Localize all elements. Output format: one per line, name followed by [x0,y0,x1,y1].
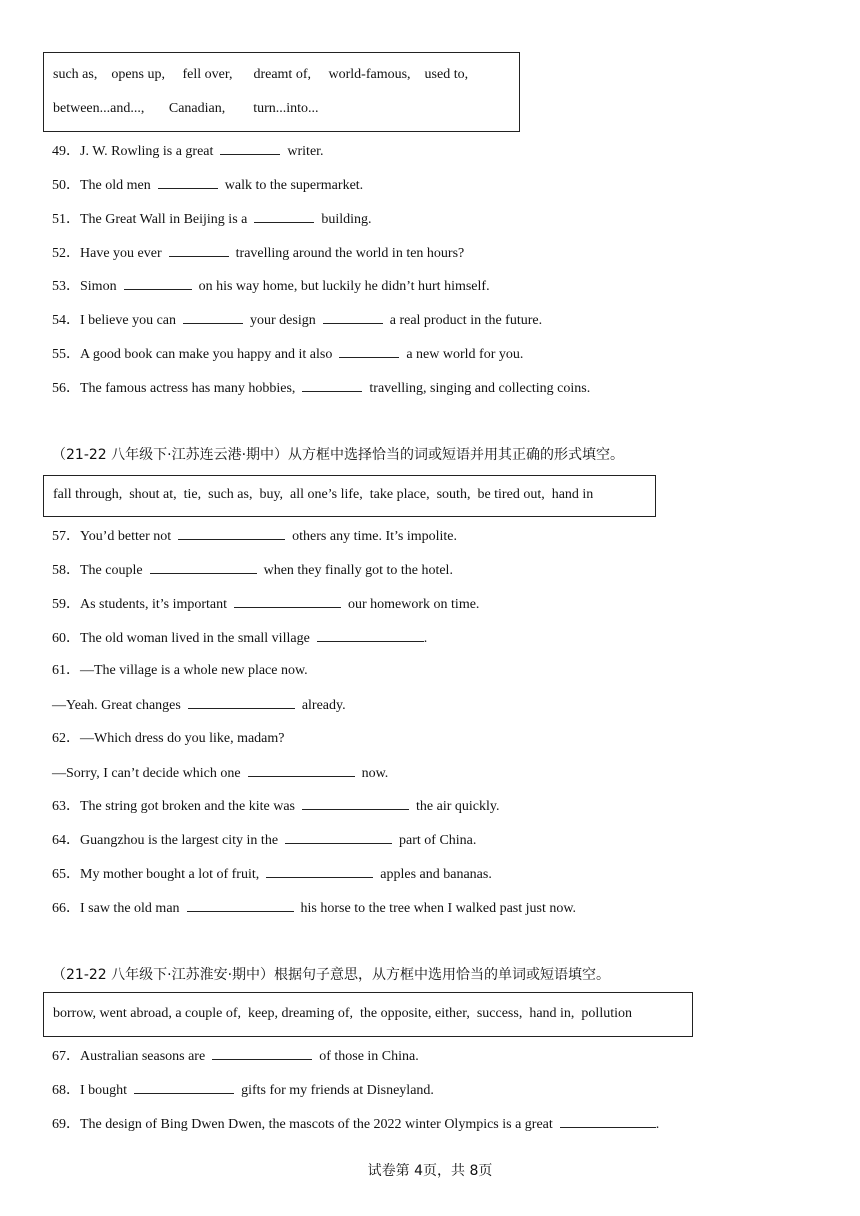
question-number: 60． [52,631,80,646]
answer-blank[interactable] [188,696,295,709]
question-text: . [655,1117,660,1132]
question-text: Simon [80,279,117,294]
question-58 [52,561,453,580]
question-text: a new world for you. [406,347,524,362]
question-text: a real product in the future. [389,313,543,328]
answer-blank[interactable] [178,527,285,540]
question-text: walk to the supermarket. [224,178,364,193]
question-text: our homework on time. [348,597,480,612]
question-text: others any time. It’s impolite. [292,529,458,544]
question-text: The design of Bing Dwen Dwen, the mascots of the 2022 winter Olympics is a great [80,1117,553,1132]
question-52 [52,244,464,263]
question-text: The famous actress has many hobbies, [80,381,296,396]
word-bank-box-3 [43,992,693,1037]
answer-blank[interactable] [187,899,294,912]
question-number: 68． [52,1083,80,1098]
question-number: 66． [52,901,80,916]
question-number: 58． [52,563,80,578]
question-number: 52． [52,246,80,261]
question-number: 61． [52,663,80,678]
answer-blank[interactable] [150,561,257,574]
question-text: travelling, singing and collecting coins. [369,381,591,396]
question-text: As students, it’s important [80,597,227,612]
question-65 [52,865,492,884]
question-text: I believe you can [80,313,177,328]
question-54 [52,311,542,330]
question-number: 50． [52,178,80,193]
answer-blank[interactable] [158,176,218,189]
answer-blank[interactable] [317,629,424,642]
question-text: My mother bought a lot of fruit, [80,867,260,882]
question-text: The old men [80,178,151,193]
question-text: already. [301,698,346,713]
word-bank-line-2: between...and..., Canadian, turn...into... [53,101,319,116]
question-text: apples and bananas. [380,867,492,882]
question-text: the air quickly. [416,799,500,814]
question-text: —Sorry, I can’t decide which one [52,766,241,781]
question-number: 59． [52,597,80,612]
answer-blank[interactable] [124,277,192,290]
question-text: A good book can make you happy and it also [80,347,333,362]
answer-blank[interactable] [302,379,362,392]
question-number: 69． [52,1117,80,1132]
question-number: 63． [52,799,80,814]
question-61-reply [52,696,346,715]
question-64 [52,831,476,850]
question-66 [52,899,576,918]
question-67 [52,1047,419,1066]
question-number: 65． [52,867,80,882]
answer-blank[interactable] [339,345,399,358]
answer-blank[interactable] [183,311,243,324]
question-69 [52,1115,659,1134]
question-50 [52,176,363,195]
question-61 [52,662,308,680]
question-text: travelling around the world in ten hours? [235,246,465,261]
section-heading-huaian: （21-22 八年级下·江苏淮安·期中）根据句子意思，从方框中选用恰当的单词或短语填空。 [52,967,611,983]
question-text: . [423,631,428,646]
word-bank-box-1 [43,52,520,132]
question-text: The string got broken and the kite was [80,799,296,814]
question-text: your design [250,313,316,328]
answer-blank[interactable] [220,142,280,155]
question-text: building. [321,212,372,227]
question-62-reply [52,764,388,783]
answer-blank[interactable] [212,1047,312,1060]
question-number: 57． [52,529,80,544]
question-text: The old woman lived in the small village [80,631,310,646]
question-text: Australian seasons are [80,1049,206,1064]
question-number: 54． [52,313,80,328]
question-60 [52,629,427,648]
question-number: 56． [52,381,80,396]
answer-blank[interactable] [134,1081,234,1094]
question-number: 51． [52,212,80,227]
question-text: on his way home, but luckily he didn’t hurt himself. [198,279,490,294]
answer-blank[interactable] [248,764,355,777]
question-53 [52,277,490,296]
answer-blank[interactable] [254,210,314,223]
question-text: writer. [287,144,324,159]
question-text: his horse to the tree when I walked past just now. [300,901,577,916]
question-number: 49． [52,144,80,159]
question-63 [52,797,499,816]
word-bank-line: fall through, shout at, tie, such as, buy, all one’s life, take place, south, be tired out, hand in [53,487,594,502]
question-number: 64． [52,833,80,848]
question-62 [52,730,285,748]
answer-blank[interactable] [266,865,373,878]
question-57 [52,527,457,546]
question-text: I bought [80,1083,128,1098]
question-text: part of China. [399,833,477,848]
section-heading-lianyungang: （21-22 八年级下·江苏连云港·期中）从方框中选择恰当的词或短语并用其正确的形式填空。 [52,447,625,463]
question-number: 55． [52,347,80,362]
question-49 [52,142,324,161]
question-59 [52,595,479,614]
question-text: when they finally got to the hotel. [263,563,453,578]
answer-blank[interactable] [323,311,383,324]
question-text: Have you ever [80,246,162,261]
question-55 [52,345,523,364]
answer-blank[interactable] [285,831,392,844]
question-number: 53． [52,279,80,294]
question-text: now. [361,766,389,781]
question-51 [52,210,372,229]
question-text: The couple [80,563,143,578]
question-text: of those in China. [319,1049,419,1064]
word-bank-box-2 [43,475,656,517]
answer-blank[interactable] [560,1115,656,1128]
question-text: —Which dress do you like, madam? [80,731,285,746]
answer-blank[interactable] [169,244,229,257]
question-number: 62． [52,731,80,746]
question-text: —The village is a whole new place now. [80,663,308,678]
answer-blank[interactable] [302,797,409,810]
answer-blank[interactable] [234,595,341,608]
question-68 [52,1081,434,1100]
page-footer: 试卷第 4页，共 8页 [367,1163,493,1179]
question-text: You’d better not [80,529,172,544]
question-text: J. W. Rowling is a great [80,144,214,159]
question-text: I saw the old man [80,901,180,916]
question-text: gifts for my friends at Disneyland. [241,1083,434,1098]
word-bank-line-1: such as, opens up, fell over, dreamt of, world-famous, used to, [53,67,469,82]
question-number: 67． [52,1049,80,1064]
word-bank-line: borrow, went abroad, a couple of, keep, dreaming of, the opposite, either, success, hand in, pollution [53,1006,632,1021]
question-text: Guangzhou is the largest city in the [80,833,279,848]
question-56 [52,379,590,398]
question-text: The Great Wall in Beijing is a [80,212,248,227]
question-text: —Yeah. Great changes [52,698,181,713]
